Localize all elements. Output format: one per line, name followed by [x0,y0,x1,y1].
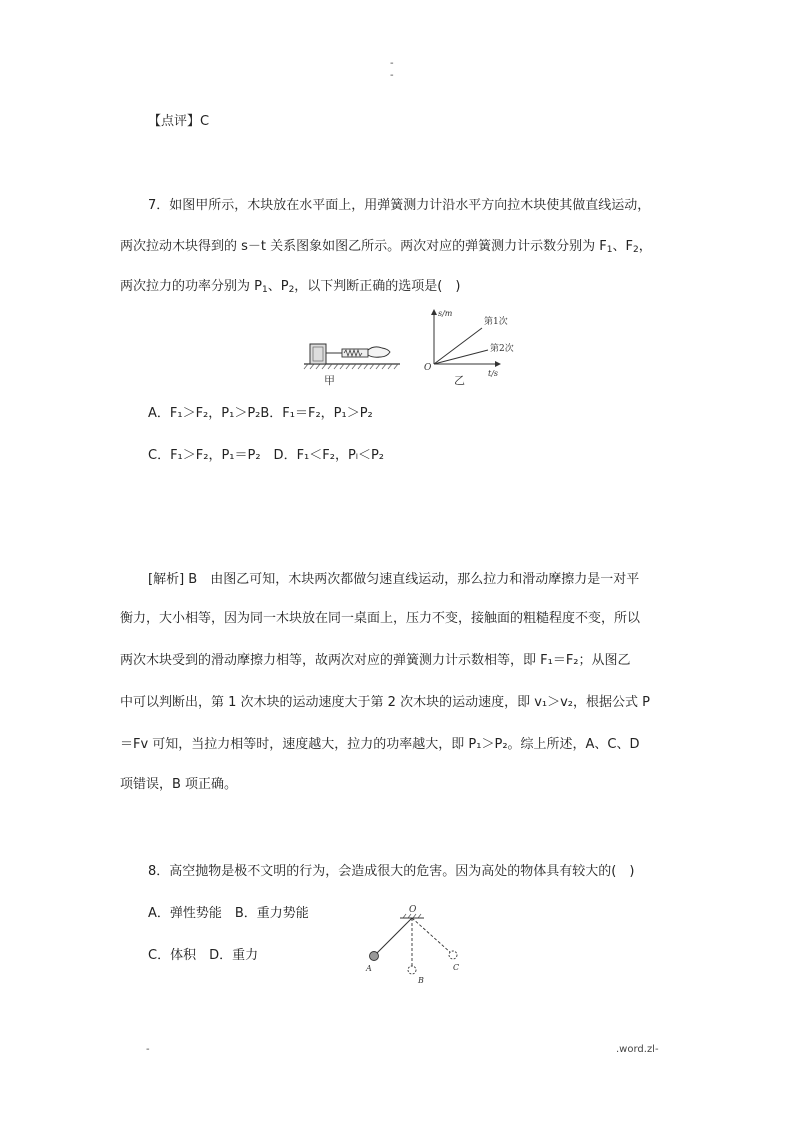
pendulum-label-c: C [453,963,460,972]
q7-line-2-sub-1: 1 [606,245,613,255]
pendulum-ball-a [370,952,379,961]
footer-right-mark: .word.zl- [616,1044,659,1055]
q8-pendulum-figure [360,904,470,990]
pendulum-label-o: O [409,905,417,915]
graph-line-1-label: 第1次 [484,317,508,327]
q7-figure-label-yi: 乙 [454,374,465,387]
q8-options-ab: A．弹性势能 B．重力势能 [148,906,309,921]
q7-figure-yi [424,309,514,387]
analysis-line-6: 项错误，B 项正确。 [120,777,238,792]
pendulum-string-a [376,918,412,954]
q7-options-cd: C．F₁＞F₂，P₁＝P₂ D．F₁＜F₂，Pₗ＜P₂ [148,448,384,463]
header-mark-top: - [390,58,394,69]
analysis-line-2: 衡力，大小相等，因为同一木块放在同一桌面上，压力不变，接触面的粗糙程度不变，所以 [120,611,641,626]
analysis-line-3: 两次木块受到的滑动摩擦力相等，故两次对应的弹簧测力计示数相等，即 F₁＝F₂；从图乙 [120,653,631,668]
footer-left-mark: - [146,1044,150,1055]
q7-options-ab: A．F₁＞F₂，P₁＞P₂B．F₁＝F₂，P₁＞P₂ [148,406,373,421]
pendulum-ball-c [449,951,457,959]
graph-origin-label: O [424,363,432,373]
q7-line-2-text-b: 、F [612,239,633,254]
graph-axis-x-label: t/s [488,369,499,378]
q7-line-2-text-c: ， [638,239,652,254]
graph-line-1 [434,328,482,364]
q8-options-cd: C．体积 D．重力 [148,948,259,963]
q7-figure-label-jia: 甲 [324,374,335,387]
header-mark-bottom: - [390,70,394,81]
comment-line: 【点评】C [148,114,210,129]
q7-line-3 [120,278,460,299]
graph-line-2 [434,350,488,364]
analysis-line-1: [解析] B 由图乙可知，木块两次都做匀速直线运动，那么拉力和滑动摩擦力是一对平 [148,572,640,587]
q7-line-3-text-a: 两次拉力的功率分别为 P [120,279,262,294]
q7-line-3-sub-1: 1 [261,285,268,295]
q7-line-3-text-c: ，以下判断正确的选项是( ) [294,279,461,294]
pendulum-ball-b [408,966,416,974]
graph-axis-y-label: s/m [438,309,453,318]
pendulum-label-a: A [366,964,372,973]
q7-line-2-sub-2: 2 [632,245,639,255]
graph-line-2-label: 第2次 [490,344,514,354]
pendulum-label-b: B [418,976,424,985]
q7-line-1: 7．如图甲所示，木块放在水平面上，用弹簧测力计沿水平方向拉木块使其做直线运动， [148,198,651,213]
q7-line-2-text-a: 两次拉动木块得到的 s－t 关系图象如图乙所示。两次对应的弹簧测力计示数分别为 F [120,239,607,254]
q7-figure [300,306,520,388]
analysis-line-4: 中可以判断出，第 1 次木块的运动速度大于第 2 次木块的运动速度，即 v₁＞v₂，根据公式 P [120,695,650,710]
hand-icon [368,347,390,357]
q7-line-2 [120,238,652,259]
pendulum-string-c [412,918,451,953]
q8-line-1: 8．高空抛物是极不文明的行为，会造成很大的危害。因为高处的物体具有较大的( ) [148,864,635,879]
q7-line-3-sub-2: 2 [288,285,295,295]
q7-line-3-text-b: 、P [267,279,289,294]
analysis-line-5: ＝Fv 可知，当拉力相等时，速度越大，拉力的功率越大，即 P₁＞P₂。综上所述，A、C、D [120,737,640,752]
q7-figure-jia [304,344,400,387]
